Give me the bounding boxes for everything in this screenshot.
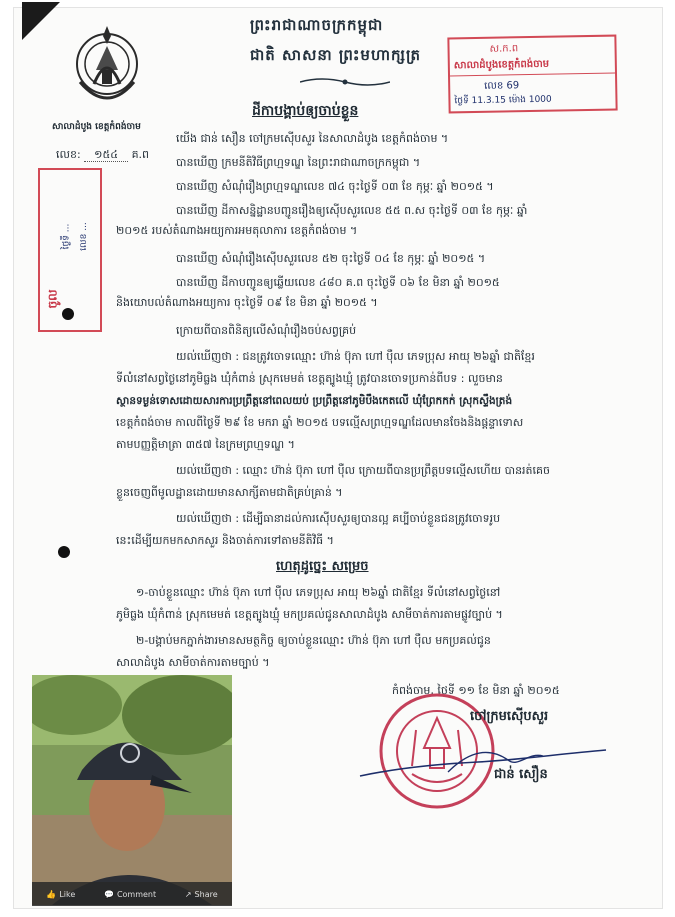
seen-line-1: បានឃើញ ក្រមនីតិវិធីព្រហ្មទណ្ឌ នៃព្រះរាជាណាចក្រកម្ពុជា ។ xyxy=(176,156,421,169)
stamp-line-3: លេខ 69 xyxy=(484,80,520,92)
kingdom-heading: ព្រះរាជាណាចក្រកម្ពុជា xyxy=(250,16,384,34)
considering-1-line-1: យល់ឃើញថា : ជនត្រូវចោទឈ្មោះ ហ៊ាន់ ប៊ុភា ហៅ ប៉ឺល ភេទប្រុស អាយុ ២៦ឆ្នាំ ជាតិខ្មែរ xyxy=(176,350,535,363)
date-line: កំពង់ចាម, ថ្ងៃទី ១១ ខែ មិនា ឆ្នាំ ២០១៥ xyxy=(392,684,560,697)
signature xyxy=(358,742,608,782)
punch-hole-bottom xyxy=(58,546,70,558)
considering-1-line-3: ស្ថានទម្ងន់ទោសដោយសារការប្រព្រឹត្តនៅពេលយប់ ប្រព្រឹត្តនៅភូមិបឹងកេតលើ ឃុំព្រែកកក់ ស្រុកស្ទឹងត្រង់ xyxy=(116,395,513,407)
stamp-line-4: ថ្ងៃទី 11.3.15 ម៉ោង 1000 xyxy=(454,94,552,107)
considering-1-line-4: ខេត្តកំពង់ចាម កាលពីថ្ងៃទី ២៩ ខែ មករា ឆ្នាំ ២០១៥ បទល្មើសព្រហ្មទណ្ឌដែលមានចែងនិងផ្តន្ទាទោស xyxy=(116,416,524,429)
considering-2-line-2: ខ្លួនចេញពីមូលដ្ឋានដោយមានសាក្សីតាមជាតិគ្រប់គ្រាន់ ។ xyxy=(116,486,343,499)
considering-3-line-1: យល់ឃើញថា : ដើម្បីធានាដល់ការស៊ើបសួរឲ្យបានល្អ គប្បីចាប់ខ្លួនជនត្រូវចោទរូប xyxy=(176,512,501,525)
like-button[interactable] xyxy=(46,890,75,899)
reference-number xyxy=(56,148,149,162)
entry-stamp-line-2: លេខ ... xyxy=(78,222,89,251)
reference-suffix: គ.ព xyxy=(131,148,150,161)
seen-line-3: បានឃើញ ដីកាសន្និដ្ឋានបញ្ជូនរឿងឲ្យស៊ើបសួរលេខ ៥៥ ព.ស ចុះថ្ងៃទី ០៣ ខែ កុម្ភៈ ឆ្នាំ xyxy=(176,204,528,217)
comment-icon: 💬 xyxy=(103,889,114,899)
person-photo xyxy=(32,675,232,905)
document-title: ដីកាបង្គាប់ឲ្យចាប់ខ្លួន xyxy=(252,103,359,119)
share-label: Share xyxy=(194,889,218,899)
corner-fold xyxy=(22,2,60,40)
punch-hole-top xyxy=(62,308,74,320)
comment-button[interactable] xyxy=(104,890,156,899)
seen-line-2: បានឃើញ សំណុំរឿងព្រហ្មទណ្ឌលេខ ៧៤ ចុះថ្ងៃទី ០៣ ខែ កុម្ភៈ ឆ្នាំ ២០១៥ ។ xyxy=(176,180,494,193)
signer-title: ចៅក្រមស៊ើបសួរ xyxy=(470,709,549,724)
signer-name: ជាន់ សឿន xyxy=(494,767,548,782)
decision-1-line-2: ភូមិធ្លង ឃុំកំពាន់ ស្រុកមេមត់ ខេត្តត្បូងឃ្មុំ មកប្រគល់ជូនសាលាដំបូង សាមីចាត់ការតាមផ្លូវច្បាប់ ។ xyxy=(116,608,503,621)
entry-stamp-label: ចូល xyxy=(45,289,60,309)
entry-stamp-line-1: ថ្ងៃទី ... xyxy=(61,223,72,250)
court-emblem xyxy=(72,22,142,114)
share-icon: ↗ xyxy=(184,889,192,899)
national-motto: ជាតិ សាសនា ព្រះមហាក្សត្រ xyxy=(250,46,421,64)
after-review-line: ក្រោយពីបានពិនិត្យលើសំណុំរឿងចប់សព្វគ្រប់ xyxy=(176,324,357,337)
decision-2-line-2: សាលាដំបូង សាមីចាត់ការតាមច្បាប់ ។ xyxy=(116,656,270,669)
considering-1-line-2: ទីលំនៅសព្វថ្ងៃនៅភូមិធ្លង ឃុំកំពាន់ ស្រុកមេមត់ ខេត្តត្បូងឃ្មុំ ត្រូវបានចោទប្រកាន់ពីបទ : លួចមាន xyxy=(116,372,503,385)
share-button[interactable] xyxy=(185,890,218,899)
received-stamp xyxy=(447,35,617,114)
seen-line-7: និងយោបល់តំណាងអយ្យការ ចុះថ្ងៃទី ០៩ ខែ មិនា ឆ្នាំ ២០១៥ ។ xyxy=(116,296,378,309)
intro-line: យើង ជាន់ សឿន ចៅក្រមស៊ើបសួរ នៃសាលាដំបូង ខេត្តកំពង់ចាម ។ xyxy=(176,132,449,145)
seen-line-6: បានឃើញ ដីកាបញ្ជូនឲ្យឆ្លើយលេខ ៤៨០ គ.ព ចុះថ្ងៃទី ០៦ ខែ មិនា ឆ្នាំ ២០១៥ xyxy=(176,276,500,289)
stamp-line-1: ស.ក.ព xyxy=(489,43,519,55)
reasons-heading: ហេតុដូច្នេះ សម្រេច xyxy=(276,559,369,574)
decision-1-line-1: ១-ចាប់ខ្លួនឈ្មោះ ហ៊ាន់ ប៊ុភា ហៅ ប៉ឺល ភេទប្រុស អាយុ ២៦ឆ្នាំ ជាតិខ្មែរ ទីលំនៅសព្វថ្ងៃនៅ xyxy=(136,586,501,599)
social-action-bar xyxy=(32,882,232,906)
photo-illustration xyxy=(32,675,232,905)
thumbs-up-icon: 👍 xyxy=(46,889,57,899)
comment-label: Comment xyxy=(116,889,157,899)
reference-value: ១៥៤ xyxy=(84,148,128,162)
decision-2-line-1: ២-បង្គាប់មកភ្នាក់ងារមានសមត្ថកិច្ច ឲ្យចាប់ខ្លួនឈ្មោះ ហ៊ាន់ ប៊ុភា ហៅ ប៉ឺល មកប្រគល់ជូន xyxy=(136,634,491,647)
stamp-line-2: សាលាដំបូងខេត្តកំពង់ចាម xyxy=(453,58,550,72)
header-ornament xyxy=(300,76,390,88)
seen-line-5: បានឃើញ សំណុំរឿងស៊ើបសួរលេខ ៥២ ចុះថ្ងៃទី ០៤ ខែ កុម្ភៈ ឆ្នាំ ២០១៥ ។ xyxy=(176,252,486,265)
considering-2-line-1: យល់ឃើញថា : ឈ្មោះ ហ៊ាន់ ប៊ុភា ហៅ ប៉ឺល ក្រោយពីបានប្រព្រឹត្តបទល្មើសហើយ បានរត់គេច xyxy=(176,464,550,477)
court-name: សាលាដំបូង ខេត្តកំពង់ចាម xyxy=(52,122,141,132)
like-label: Like xyxy=(59,889,76,899)
considering-1-line-5: តាមបញ្ញត្តិមាត្រា ៣៥៧ នៃក្រមព្រហ្មទណ្ឌ ។ xyxy=(116,438,295,451)
seen-line-4: ២០១៥ របស់តំណាងអយ្យការអមតុលាការ ខេត្តកំពង់ចាម ។ xyxy=(116,224,358,237)
reference-prefix: លេខ: xyxy=(56,148,81,161)
considering-3-line-2: នេះដើម្បីយកមកសាកសួរ និងចាត់ការទៅតាមនីតិវិធី ។ xyxy=(116,534,334,547)
